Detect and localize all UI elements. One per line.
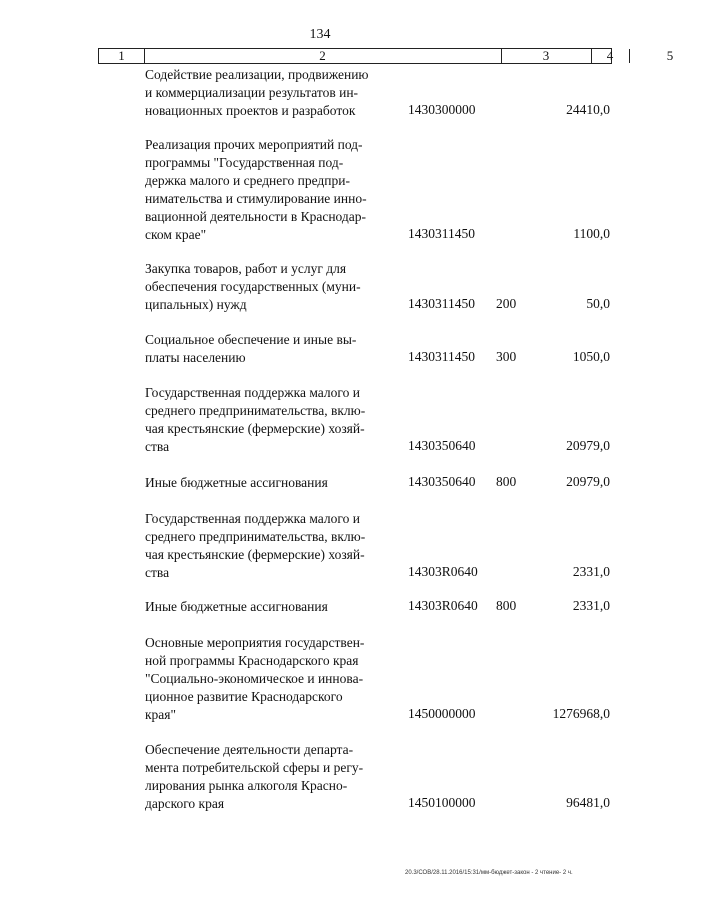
- column-header-1: 1: [99, 49, 145, 63]
- row-name: Реализация прочих мероприятий под- программы "Государственная под- держка малого и среднего предпри- нимательства и стимулирование инно- вационной деятельности в Краснодар- ском крае": [145, 137, 367, 242]
- row-expense-type: 300: [496, 349, 517, 364]
- row-code: 1430311450: [408, 349, 475, 364]
- footer-note: 20.3/СОВ/28.11.2016/15:31/мм-бюджет-закон - 2 чтение- 2 ч.: [405, 870, 573, 876]
- page-number: 134: [309, 27, 331, 42]
- column-header-2: 2: [144, 49, 502, 63]
- row-name: Иные бюджетные ассигнования: [145, 599, 328, 614]
- row-expense-type: 800: [496, 598, 517, 613]
- row-amount: 1276968,0: [552, 706, 610, 721]
- row-name: Государственная поддержка малого и среднего предпринимательства, вклю- чая крестьянские (фермерские) хозяй- ства: [145, 385, 366, 454]
- row-code: 14303R0640: [408, 564, 478, 579]
- row-name: Иные бюджетные ассигнования: [145, 475, 328, 490]
- row-name: Обеспечение деятельности департа- мента потребительской сферы и регу- лирования рынка алкоголя Красно- дарского края: [145, 742, 364, 811]
- row-amount: 2331,0: [572, 564, 610, 579]
- row-code: 1430350640: [408, 474, 476, 489]
- column-header-3: 3: [501, 49, 592, 63]
- row-amount: 1050,0: [572, 349, 610, 364]
- column-header-4: 4: [591, 49, 630, 63]
- row-name: Основные мероприятия государствен- ной программы Краснодарского края "Социально-экономическое и иннова- ционное развитие Краснодарского края": [145, 635, 365, 722]
- table-header-row: [98, 48, 674, 64]
- row-code: 14303R0640: [408, 598, 478, 613]
- row-amount: 2331,0: [572, 598, 610, 613]
- row-amount: 1100,0: [573, 226, 610, 241]
- row-expense-type: 200: [496, 296, 517, 311]
- row-amount: 24410,0: [566, 102, 610, 117]
- row-code: 1430300000: [408, 102, 476, 117]
- row-amount: 20979,0: [566, 474, 610, 489]
- row-name: Содействие реализации, продвижению и коммерциализации результатов ин- новационных проектов и разработок: [145, 67, 369, 118]
- row-expense-type: 800: [496, 474, 517, 489]
- row-name: Закупка товаров, работ и услуг для обеспечения государственных (муни- ципальных) нужд: [145, 261, 361, 312]
- row-amount: 96481,0: [566, 795, 610, 810]
- row-code: 1450000000: [408, 706, 476, 721]
- row-code: 1450100000: [408, 795, 476, 810]
- row-name: Социальное обеспечение и иные вы- платы населению: [145, 332, 357, 365]
- row-amount: 50,0: [586, 296, 610, 311]
- row-code: 1430311450: [408, 226, 475, 241]
- row-amount: 20979,0: [566, 438, 610, 453]
- row-code: 1430350640: [408, 438, 476, 453]
- column-header-5: 5: [666, 48, 674, 63]
- row-name: Государственная поддержка малого и среднего предпринимательства, вклю- чая крестьянские (фермерские) хозяй- ства: [145, 511, 366, 580]
- row-code: 1430311450: [408, 296, 475, 311]
